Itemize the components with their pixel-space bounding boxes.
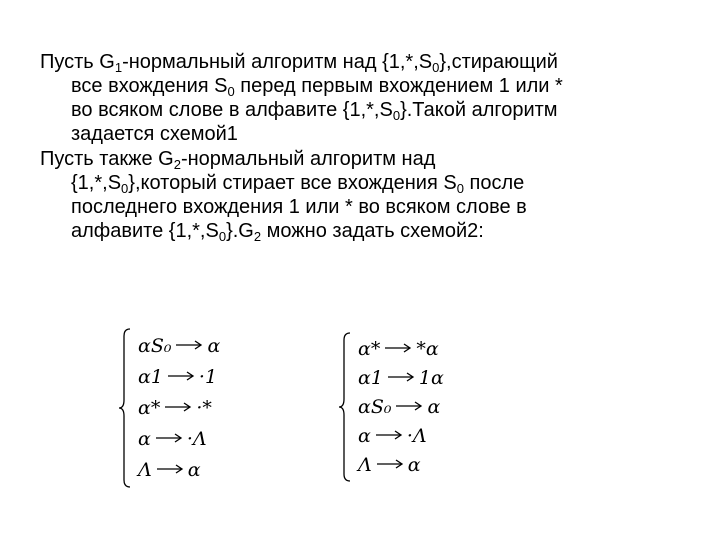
text-run: -нормальный алгоритм над	[180, 148, 436, 170]
text-run: задается схемой1	[71, 123, 238, 145]
rule-lhs: Λ	[358, 453, 372, 476]
rule-lhs: α*	[138, 397, 161, 419]
paragraph-line	[40, 147, 700, 171]
rule-rhs: ·*	[196, 397, 212, 419]
rule-lhs: αS₀	[358, 396, 392, 418]
subscript: 0	[432, 60, 440, 75]
right-arrow-icon	[151, 432, 187, 444]
scheme-1	[118, 328, 318, 488]
right-arrow-icon	[383, 371, 419, 383]
text-run: во всяком слове в алфавите {1,*,S	[71, 99, 393, 121]
right-arrow-icon	[152, 463, 188, 475]
text-run: -нормальный алгоритм над {1,*,S	[122, 51, 433, 73]
rule-rhs: *α	[416, 338, 439, 361]
left-brace	[118, 328, 132, 488]
text-run: },стирающий	[439, 51, 558, 73]
rule-row	[358, 394, 440, 420]
paragraph-line	[40, 98, 700, 122]
rule-lhs: α1	[358, 367, 383, 390]
rule-row	[138, 457, 201, 483]
rule-rhs: ·Λ	[406, 424, 427, 447]
rule-lhs: αS₀	[138, 335, 172, 358]
paragraph-line	[40, 195, 700, 219]
rule-lhs: α	[358, 424, 371, 447]
rule-rhs: α	[207, 335, 221, 358]
paragraph-g2	[40, 147, 700, 243]
text-run: }.Такой алгоритм	[400, 99, 558, 121]
text-run: последнего вхождения 1 или * во всяком слове в	[71, 196, 527, 218]
rule-row	[358, 423, 427, 449]
text-run: },который стирает все вхождения S	[128, 172, 457, 194]
rule-row	[138, 395, 212, 421]
rule-rhs: α	[187, 458, 201, 481]
text-run: {1,*,S	[71, 172, 122, 194]
rule-row	[138, 426, 207, 452]
subscript: 2	[173, 157, 181, 172]
subscript: 0	[218, 229, 227, 244]
subscript: 0	[392, 108, 401, 123]
text-run: }.G	[226, 220, 254, 242]
subscript: 2	[253, 229, 262, 244]
text-run: алфавите {1,*,S	[71, 220, 219, 242]
rule-row	[138, 333, 220, 359]
scheme-2	[338, 332, 538, 482]
text-run: все вхождения S	[71, 75, 228, 97]
right-arrow-icon	[380, 342, 416, 354]
text-run: Пусть также G	[40, 148, 174, 170]
text-run: после	[463, 172, 525, 194]
paragraph-line	[40, 171, 700, 195]
right-arrow-icon	[371, 429, 407, 441]
paragraph-line	[40, 74, 700, 98]
rule-rhs: ·Λ	[186, 427, 207, 450]
right-arrow-icon	[171, 339, 207, 351]
rule-rhs: ·1	[198, 366, 218, 389]
paragraph-line	[40, 50, 700, 74]
subscript: 1	[114, 60, 123, 75]
rule-lhs: α*	[358, 338, 381, 361]
rule-lhs: Λ	[138, 458, 152, 481]
right-arrow-icon	[391, 400, 427, 412]
rule-rhs: α	[427, 396, 441, 418]
rule-row	[358, 452, 421, 478]
rule-lhs: α1	[138, 366, 163, 389]
right-arrow-icon	[160, 401, 196, 413]
rule-rhs: α	[407, 453, 421, 476]
right-arrow-icon	[163, 370, 199, 382]
right-arrow-icon	[372, 458, 408, 470]
subscript: 0	[456, 181, 464, 196]
left-brace	[338, 332, 352, 482]
paragraph-g1	[40, 50, 700, 146]
rule-row	[138, 364, 217, 390]
text-run: Пусть G	[40, 51, 115, 73]
paragraph-line	[40, 219, 700, 243]
rule-rhs: 1α	[418, 367, 444, 390]
text-run: перед первым вхождением 1 или *	[234, 75, 563, 97]
rule-row	[358, 336, 439, 362]
text-run: можно задать схемой2:	[261, 220, 484, 242]
subscript: 0	[121, 181, 129, 196]
rule-row	[358, 365, 444, 391]
rule-lhs: α	[138, 427, 151, 450]
subscript: 0	[227, 84, 235, 99]
paragraph-line	[40, 122, 700, 146]
